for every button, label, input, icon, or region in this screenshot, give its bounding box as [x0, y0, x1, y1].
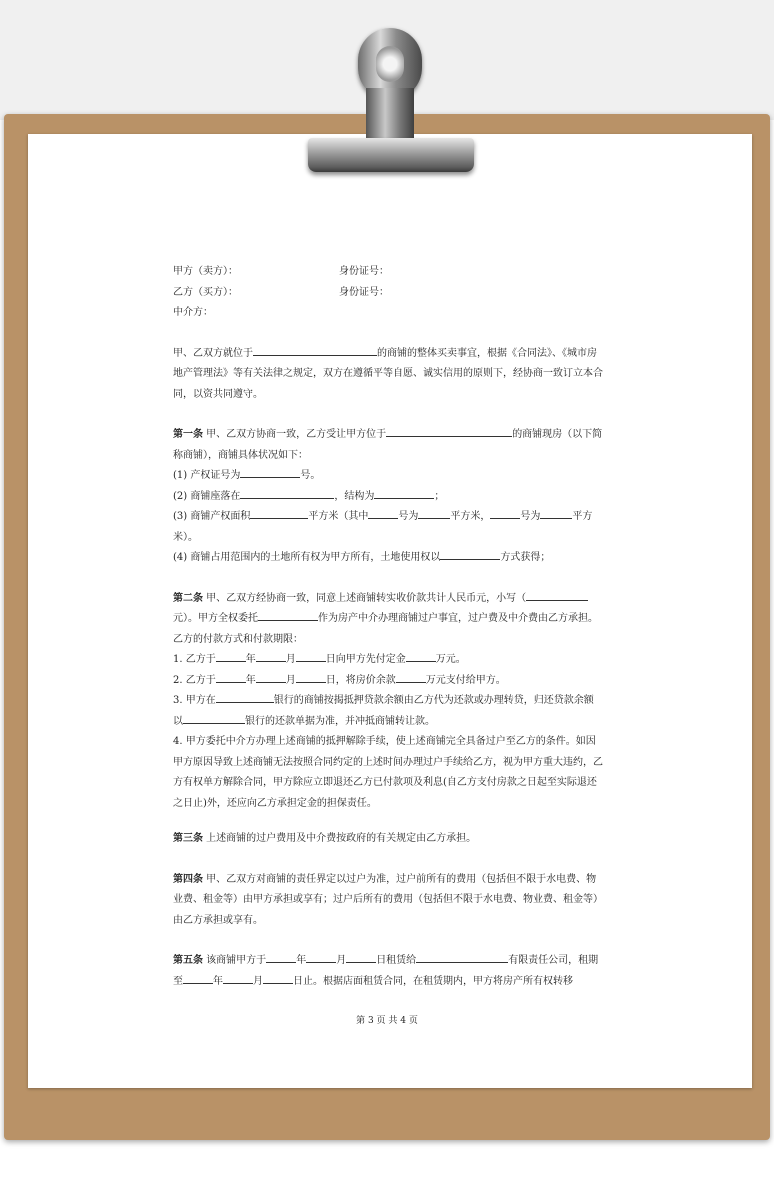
article-4-title: 第四条: [173, 873, 203, 885]
spacer: [173, 405, 603, 425]
article-1-title: 第一条: [173, 429, 203, 440]
article-1-item-4: [173, 548, 603, 569]
party-b-id-label: 身份证号：: [339, 286, 389, 298]
item-3-text-b: 平方米（其中: [308, 511, 369, 522]
payment-1-text-b: 年: [245, 654, 256, 665]
blank-tenant[interactable]: [416, 951, 508, 963]
article-5-text-6: 年: [213, 975, 223, 987]
blank-day[interactable]: [296, 671, 326, 683]
article-2-text-3: 作为房产中介办理商铺过户事宜，过户费及中介费由乙方承担。 乙方的付款方式和付款期限：: [173, 613, 603, 645]
item-2-text-a: (2) 商铺座落在: [173, 490, 241, 502]
article-5-text-2: 年: [296, 955, 307, 966]
item-3-text-a: (3) 商铺产权面积: [173, 511, 251, 522]
blank-month[interactable]: [223, 972, 253, 984]
payment-2-text-e: 万元支付给甲方。: [425, 674, 506, 686]
payment-1-text-c: 月: [285, 654, 296, 665]
article-2-title: 第二条: [173, 592, 203, 604]
spacer: [173, 569, 603, 589]
item-3-text-d: 平方米，: [450, 511, 491, 522]
blank-location[interactable]: [253, 344, 377, 356]
payment-1-text-e: 万元。: [435, 654, 466, 665]
blank-month[interactable]: [256, 671, 286, 683]
article-2-text-1: 甲、乙双方经协商一致，同意上述商铺转实收价款共计人民币元，小写（: [203, 592, 527, 604]
article-5-text-1: 该商铺甲方于: [203, 955, 267, 966]
payment-3-text-c: 银行的还款单据为准，并冲抵商铺转让款。: [245, 715, 435, 727]
blank-month[interactable]: [256, 650, 286, 662]
spacer: [173, 931, 603, 951]
clip-plate: [308, 138, 474, 172]
blank-deposit[interactable]: [406, 650, 436, 662]
article-1-item-2: [173, 487, 603, 508]
payment-2-text-d: 日，将房价余款: [325, 674, 396, 686]
clip-neck: [366, 88, 414, 144]
payment-1-text-d: 日向甲方先付定金: [325, 654, 406, 665]
item-3-text-c: 号为: [398, 511, 419, 522]
blank-day[interactable]: [296, 650, 326, 662]
item-4-text-b: 方式获得；: [500, 552, 551, 563]
article-5-title: 第五条: [173, 955, 203, 966]
payment-item-1: [173, 650, 603, 671]
payment-3-text-b: 银行的商铺按揭抵押贷款余额由乙方代为还款或办理转贷，归还贷款余额以: [173, 695, 594, 727]
party-b-row: [173, 283, 603, 304]
clip-hole: [376, 46, 404, 82]
article-5-text-4: 日租赁给: [376, 955, 417, 966]
page-number: 第 3 页 共 4 页: [356, 1016, 418, 1026]
spacer: [173, 324, 603, 344]
blank-cert-no[interactable]: [240, 466, 300, 478]
item-2-text-b: ，结构为: [334, 490, 375, 502]
payment-2-text-b: 年: [245, 674, 256, 686]
blank-area-1[interactable]: [418, 507, 450, 519]
contract-body: [173, 262, 603, 992]
blank-year[interactable]: [266, 951, 296, 963]
article-5: [173, 951, 603, 992]
blank-year[interactable]: [216, 650, 246, 662]
blank-unit-1[interactable]: [368, 507, 398, 519]
blank-bank-2[interactable]: [183, 712, 245, 724]
article-4: [173, 870, 603, 932]
payment-2-text-a: 2. 乙方于: [173, 674, 216, 686]
party-a-id-label: 身份证号：: [339, 266, 389, 277]
blank-bank-1[interactable]: [216, 691, 274, 703]
intermediary-label: 中介方：: [173, 307, 213, 318]
article-1-text-2: 的商铺现房（以下简称商铺），商铺具体状况如下：: [173, 429, 603, 461]
payment-item-2: [173, 671, 603, 692]
party-b-label: 乙方（买方）：: [173, 286, 238, 298]
blank-price-number[interactable]: [526, 589, 588, 601]
item-2-text-c: ；: [434, 490, 445, 502]
blank-unit-2[interactable]: [490, 507, 520, 519]
article-5-text-7: 月: [253, 975, 263, 987]
blank-area-2[interactable]: [540, 507, 572, 519]
payment-1-text-a: 1. 乙方于: [173, 654, 216, 665]
article-5-text-5: 有限责任公司，租期至: [173, 955, 599, 987]
article-5-text-8: 日止。根据店面租赁合同，在租赁期内，甲方将房产所有权转移: [293, 975, 573, 987]
blank-year[interactable]: [216, 671, 246, 683]
blank-structure[interactable]: [374, 487, 434, 499]
intro-paragraph: [173, 344, 603, 406]
spacer: [173, 814, 603, 829]
payment-2-text-c: 月: [285, 674, 296, 686]
payment-3-text-a: 3. 甲方在: [173, 695, 216, 706]
item-1-text-a: (1) 产权证号为: [173, 470, 241, 481]
blank-balance[interactable]: [396, 671, 426, 683]
article-3-text: 上述商铺的过户费用及中介费按政府的有关规定由乙方承担。: [203, 833, 477, 844]
blank-year[interactable]: [183, 972, 213, 984]
article-1-item-3: [173, 507, 603, 548]
article-1-text-1: 甲、乙双方协商一致，乙方受让甲方位于: [203, 429, 387, 440]
article-3-title: 第三条: [173, 833, 203, 844]
blank-month[interactable]: [306, 951, 336, 963]
blank-area[interactable]: [250, 507, 308, 519]
article-2: [173, 589, 603, 651]
intro-text-2: 的商铺的整体买卖事宜，根据《合同法》、《城市房地产管理法》等有关法律之规定，双方在遵循平等自愿、诚实信用的原则下，经协商一致订立本合同，以资共同遵守。: [173, 347, 603, 400]
blank-address[interactable]: [240, 487, 334, 499]
blank-day[interactable]: [263, 972, 293, 984]
blank-land-method[interactable]: [440, 548, 500, 560]
article-5-text-3: 月: [336, 955, 347, 966]
article-4-text: 甲、乙双方对商铺的责任界定以过户为准，过户前所有的费用（包括但不限于水电费、物业费、租金等）由甲方承担或享有；过户后所有的费用（包括但不限于水电费、物业费、租金等）由乙方承担或享有。: [173, 873, 603, 926]
blank-shop-location[interactable]: [386, 425, 512, 437]
item-4-text-a: (4) 商铺占用范围内的土地所有权为甲方所有，土地使用权以: [173, 552, 441, 563]
article-2-text-2: 元）。甲方全权委托: [173, 613, 258, 624]
item-1-text-b: 号。: [300, 470, 321, 481]
payment-item-4: 4. 甲方委托中介方办理上述商铺的抵押解除手续，使上述商铺完全具备过户至乙方的条件。如因甲方原因导致上述商铺无法按照合同约定的上述时间办理过户手续给乙方，视为甲方重大违约，乙方有权单方解除合同，甲方除应立即退还乙方已付款项及利息(自乙方支付房款之日起至实际退还之日止)外，还应向乙方承担定金的担保责任。: [173, 736, 603, 809]
party-a-row: [173, 262, 603, 283]
blank-day[interactable]: [346, 951, 376, 963]
payment-item-3: [173, 691, 603, 732]
intro-text-1: 甲、乙双方就位于: [173, 347, 253, 359]
item-3-text-f: 平方米）。: [173, 511, 593, 543]
article-1: [173, 425, 603, 466]
spacer: [173, 850, 603, 870]
article-3: [173, 829, 603, 850]
party-a-label: 甲方（卖方）：: [173, 266, 238, 277]
item-3-text-e: 号为: [520, 511, 541, 522]
blank-agent[interactable]: [258, 609, 318, 621]
article-1-item-1: [173, 466, 603, 487]
